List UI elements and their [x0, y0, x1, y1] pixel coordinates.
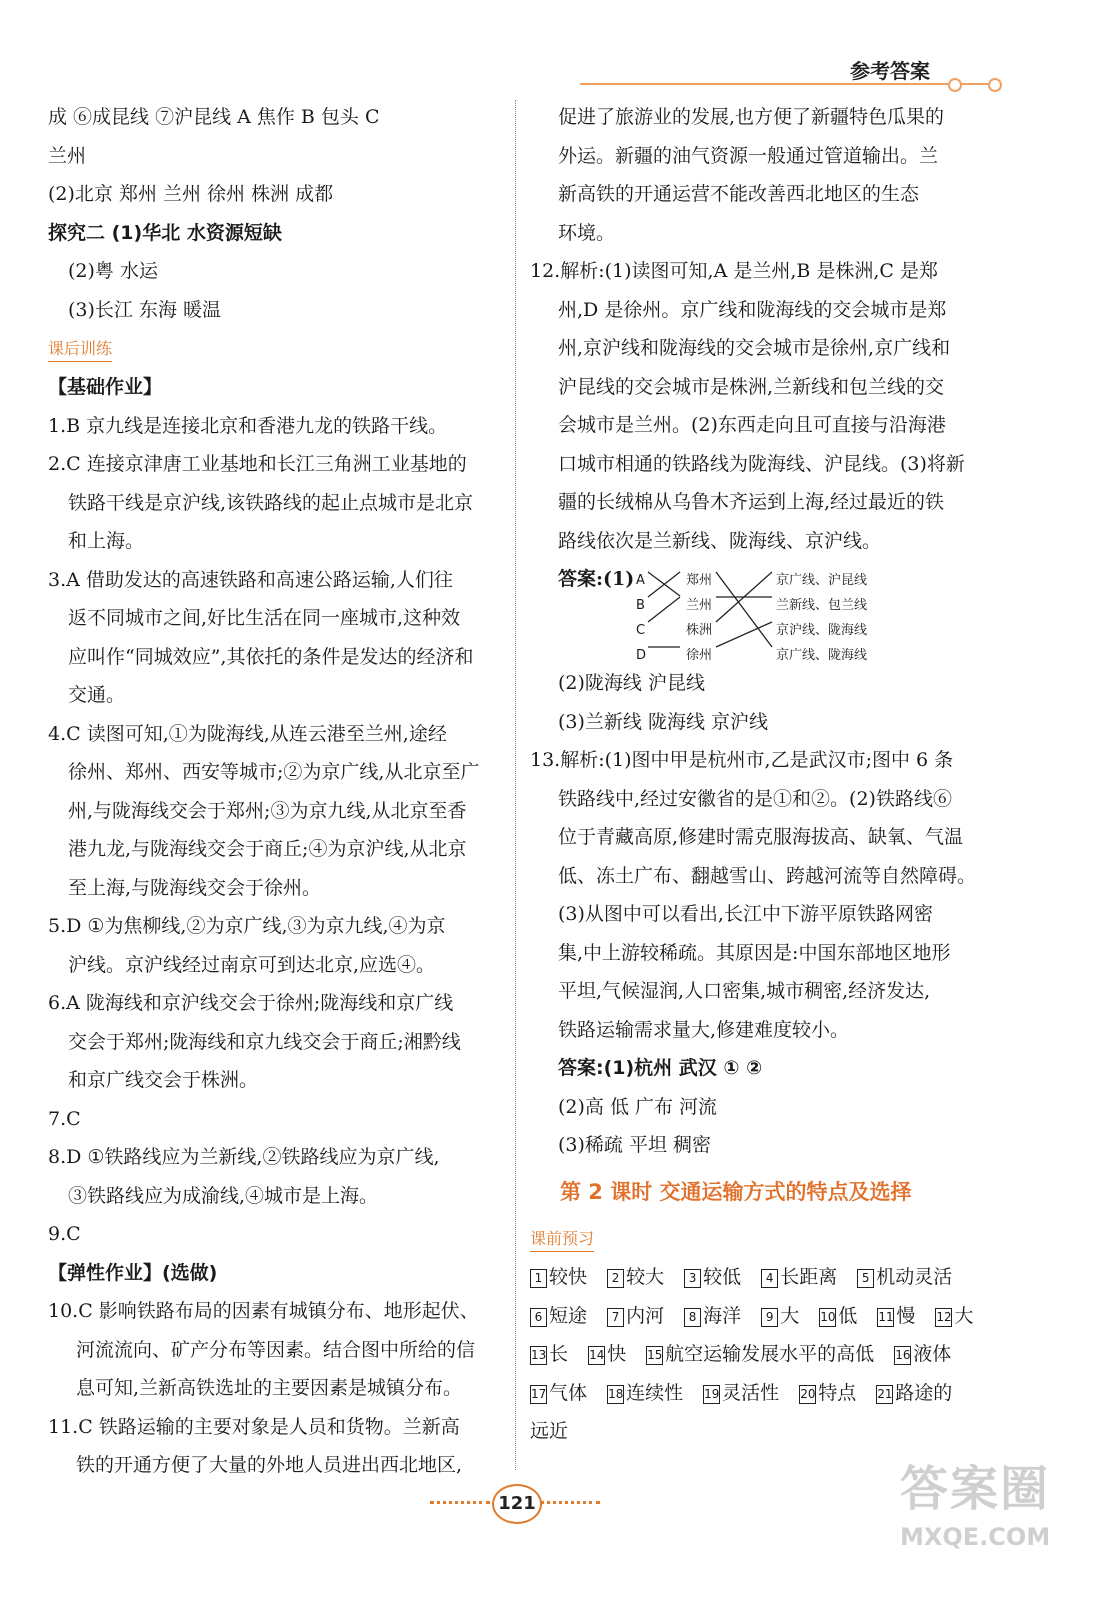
- text-line: 成 ⑥成昆线 ⑦沪昆线 A 焦作 B 包头 C: [48, 106, 380, 128]
- number-box: 17: [530, 1385, 547, 1404]
- number-box: 14: [588, 1346, 605, 1365]
- answer-line: 徐州、郑州、西安等城市;②为京广线,从北京至广: [68, 761, 480, 783]
- preview-row: [530, 1374, 985, 1413]
- number-box: 18: [607, 1385, 624, 1404]
- lesson-title: 第 2 课时 交通运输方式的特点及选择: [560, 1179, 912, 1204]
- answer-line: 港九龙,与陇海线交会于商丘;④为京沪线,从北京: [68, 838, 467, 860]
- letter-b: B: [636, 598, 645, 613]
- answer-line: 沪昆线的交会城市是株洲,兰新线和包兰线的交: [558, 375, 945, 398]
- column-divider: [515, 100, 516, 1470]
- footer-dots: [540, 1501, 600, 1504]
- text-line: 促进了旅游业的发展,也方便了新疆特色瓜果的: [558, 106, 945, 128]
- answer-line: 集,中上游较稀疏。其原因是:中国东部地区地形: [558, 941, 951, 964]
- text-line: 新高铁的开通运营不能改善西北地区的生态: [558, 183, 920, 205]
- number-box: 21: [876, 1385, 893, 1404]
- preview-answers: [530, 1258, 985, 1451]
- preview-row: [530, 1335, 985, 1374]
- answer-line: 13.解析:(1)图中甲是杭州市,乙是武汉市;图中 6 条: [530, 749, 954, 771]
- answer-line: 河流流向、矿产分布等因素。结合图中所给的信: [76, 1338, 476, 1361]
- answer-line: (3)从图中可以看出,长江中下游平原铁路网密: [558, 903, 933, 925]
- number-box: 15: [646, 1346, 663, 1365]
- answer-line: 应叫作“同城效应”,其依托的条件是发达的经济和: [68, 645, 474, 668]
- preview-answer: 慢: [896, 1304, 916, 1327]
- answer-line: 交通。: [68, 684, 126, 706]
- railway-label: 京沪线、陇海线: [776, 623, 868, 638]
- page-footer: [430, 1480, 600, 1524]
- preview-answer: 较快: [549, 1266, 588, 1288]
- preview-row: 远近: [530, 1420, 569, 1442]
- section-heading: 【基础作业】: [48, 376, 163, 398]
- number-box: 2: [607, 1269, 624, 1288]
- text-line: (2)北京 郑州 兰州 徐州 株洲 成都: [48, 183, 334, 205]
- section-tag: 课后训练: [48, 337, 112, 362]
- number-box: 5: [857, 1269, 874, 1288]
- number-box: 8: [684, 1308, 701, 1327]
- preview-answer: 特点: [818, 1381, 857, 1404]
- number-box: 9: [761, 1308, 778, 1327]
- city-label: 郑州: [686, 573, 713, 588]
- city-label: 株洲: [686, 623, 713, 638]
- preview-answer: 气体: [549, 1381, 588, 1404]
- railway-label: 京广线、沪昆线: [776, 573, 868, 588]
- preview-answer: 大: [954, 1304, 974, 1327]
- answer-line: 至上海,与陇海线交会于徐州。: [68, 876, 322, 899]
- answer-line: 铁路干线是京沪线,该铁路线的起止点城市是北京: [68, 491, 474, 514]
- preview-answer: 连续性: [626, 1381, 684, 1404]
- letter-a: A: [636, 573, 645, 588]
- answer-line: 疆的长绒棉从乌鲁木齐运到上海,经过最近的铁: [558, 491, 945, 513]
- watermark-url: MXQE.COM: [900, 1523, 1051, 1551]
- text-line: (3)长江 东海 暖温: [68, 298, 221, 321]
- city-label: 兰州: [686, 598, 713, 613]
- preview-answer: 长距离: [780, 1266, 838, 1288]
- header-dot-icon: [948, 78, 962, 92]
- answer-line: (2)高 低 广布 河流: [558, 1095, 718, 1118]
- number-box: 1: [530, 1269, 547, 1288]
- railway-label: 兰新线、包兰线: [776, 598, 868, 613]
- text-line: (2)粤 水运: [68, 260, 158, 282]
- number-box: 7: [607, 1308, 624, 1327]
- preview-answer: 灵活性: [722, 1381, 780, 1404]
- answer-line: 答案:(1)杭州 武汉 ① ②: [558, 1057, 763, 1079]
- answer-line: 10.C 影响铁路布局的因素有城镇分布、地形起伏、: [48, 1300, 479, 1322]
- header-title: 参考答案: [850, 59, 930, 83]
- page-number: 121: [492, 1484, 542, 1524]
- answer-line: 1.B 京九线是连接北京和香港九龙的铁路干线。: [48, 414, 448, 437]
- text-line: 探究二 (1)华北 水资源短缺: [48, 221, 282, 244]
- preview-answer: 较大: [626, 1266, 665, 1288]
- watermark: [900, 1450, 1090, 1590]
- preview-answer: 航空运输发展水平的高低: [665, 1343, 875, 1365]
- number-box: 3: [684, 1269, 701, 1288]
- preview-answer: 长: [549, 1343, 569, 1365]
- preview-answer: 短途: [549, 1304, 588, 1327]
- answer-line: 州,D 是徐州。京广线和陇海线的交会城市是郑: [558, 298, 947, 321]
- header-dot-icon: [988, 78, 1002, 92]
- railway-label: 京广线、陇海线: [776, 648, 868, 663]
- preview-answer: 路途的: [895, 1381, 953, 1404]
- answer-line: 11.C 铁路运输的主要对象是人员和货物。兰新高: [48, 1415, 460, 1438]
- answer-label: 答案:(1): [558, 568, 635, 590]
- preview-answer: 海洋: [703, 1304, 742, 1327]
- right-column: [530, 98, 985, 1451]
- answer-line: 返不同城市之间,好比生活在同一座城市,这种效: [68, 607, 461, 629]
- section-tag: 课前预习: [530, 1227, 594, 1252]
- number-box: 13: [530, 1346, 547, 1365]
- answer-line: 12.解析:(1)读图可知,A 是兰州,B 是株洲,C 是郑: [530, 260, 938, 282]
- page-header: [560, 50, 1030, 90]
- matching-diagram: [530, 560, 985, 663]
- number-box: 12: [935, 1308, 952, 1327]
- text-line: 兰州: [48, 144, 87, 167]
- footer-dots: [430, 1501, 490, 1504]
- section-heading: 【弹性作业】(选做): [48, 1261, 218, 1284]
- preview-row: [530, 1297, 985, 1336]
- letter-c: C: [636, 623, 646, 638]
- answer-line: 位于青藏高原,修建时需克服海拔高、缺氧、气温: [558, 826, 964, 848]
- text-line: 外运。新疆的油气资源一般通过管道输出。兰: [558, 144, 939, 167]
- answer-line: 铁的开通方便了大量的外地人员进出西北地区,: [76, 1454, 463, 1476]
- answer-line: 和上海。: [68, 530, 145, 552]
- answer-line: 息可知,兰新高铁选址的主要因素是城镇分布。: [76, 1377, 463, 1399]
- preview-row: [530, 1258, 985, 1297]
- answer-line: 州,京沪线和陇海线的交会城市是徐州,京广线和: [558, 337, 951, 359]
- preview-answer: 低: [838, 1304, 858, 1327]
- answer-line: 沪线。京沪线经过南京可到达北京,应选④。: [68, 953, 436, 976]
- answer-line: 口城市相通的铁路线为陇海线、沪昆线。(3)将新: [558, 452, 965, 475]
- answer-line: 7.C: [48, 1107, 81, 1130]
- answer-line: 9.C: [48, 1223, 81, 1245]
- answer-line: 铁路运输需求量大,修建难度较小。: [558, 1018, 850, 1041]
- answer-line: 低、冻土广布、翻越雪山、跨越河流等自然障碍。: [558, 864, 977, 887]
- answer-line: 会城市是兰州。(2)东西走向且可直接与沿海港: [558, 414, 946, 436]
- number-box: 19: [703, 1385, 720, 1404]
- answer-line: 路线依次是兰新线、陇海线、京沪线。: [558, 529, 882, 552]
- text-line: 环境。: [558, 221, 616, 244]
- header-rule: [580, 83, 990, 85]
- answer-line: 交会于郑州;陇海线和京九线交会于商丘;湘黔线: [68, 1030, 461, 1053]
- number-box: 10: [819, 1308, 836, 1327]
- answer-line: (2)陇海线 沪昆线: [558, 672, 705, 694]
- number-box: 20: [799, 1385, 816, 1404]
- answer-line: 8.D ①铁路线应为兰新线,②铁路线应为京广线,: [48, 1146, 440, 1168]
- number-box: 16: [894, 1346, 911, 1365]
- letter-d: D: [636, 648, 647, 663]
- preview-answer: 内河: [626, 1304, 665, 1327]
- preview-answer: 液体: [913, 1343, 952, 1365]
- number-box: 11: [877, 1308, 894, 1327]
- answer-line: 和京广线交会于株洲。: [68, 1069, 259, 1091]
- answer-line: 6.A 陇海线和京沪线交会于徐州;陇海线和京广线: [48, 992, 454, 1014]
- answer-line: 5.D ①为焦柳线,②为京广线,③为京九线,④为京: [48, 915, 446, 937]
- number-box: 4: [761, 1269, 778, 1288]
- answer-line: 平坦,气候湿润,人口密集,城市稠密,经济发达,: [558, 980, 931, 1002]
- watermark-logo: 答案圈: [900, 1461, 1051, 1517]
- answer-line: 3.A 借助发达的高速铁路和高速公路运输,人们往: [48, 568, 453, 591]
- answer-line: 州,与陇海线交会于郑州;③为京九线,从北京至香: [68, 799, 467, 822]
- number-box: 6: [530, 1308, 547, 1327]
- answer-line: ③铁路线应为成渝线,④城市是上海。: [68, 1184, 379, 1207]
- preview-answer: 机动灵活: [876, 1266, 953, 1288]
- answer-line: (3)稀疏 平坦 稠密: [558, 1134, 711, 1156]
- answer-line: 铁路线中,经过安徽省的是①和②。(2)铁路线⑥: [558, 787, 952, 810]
- preview-answer: 较低: [703, 1266, 742, 1288]
- left-column: [48, 98, 503, 1485]
- answer-line: 4.C 读图可知,①为陇海线,从连云港至兰州,途经: [48, 722, 447, 745]
- answer-line: 2.C 连接京津唐工业基地和长江三角洲工业基地的: [48, 453, 467, 475]
- answer-line: (3)兰新线 陇海线 京沪线: [558, 710, 768, 733]
- city-label: 徐州: [686, 648, 713, 663]
- preview-answer: 大: [780, 1304, 800, 1327]
- preview-answer: 快: [607, 1343, 627, 1365]
